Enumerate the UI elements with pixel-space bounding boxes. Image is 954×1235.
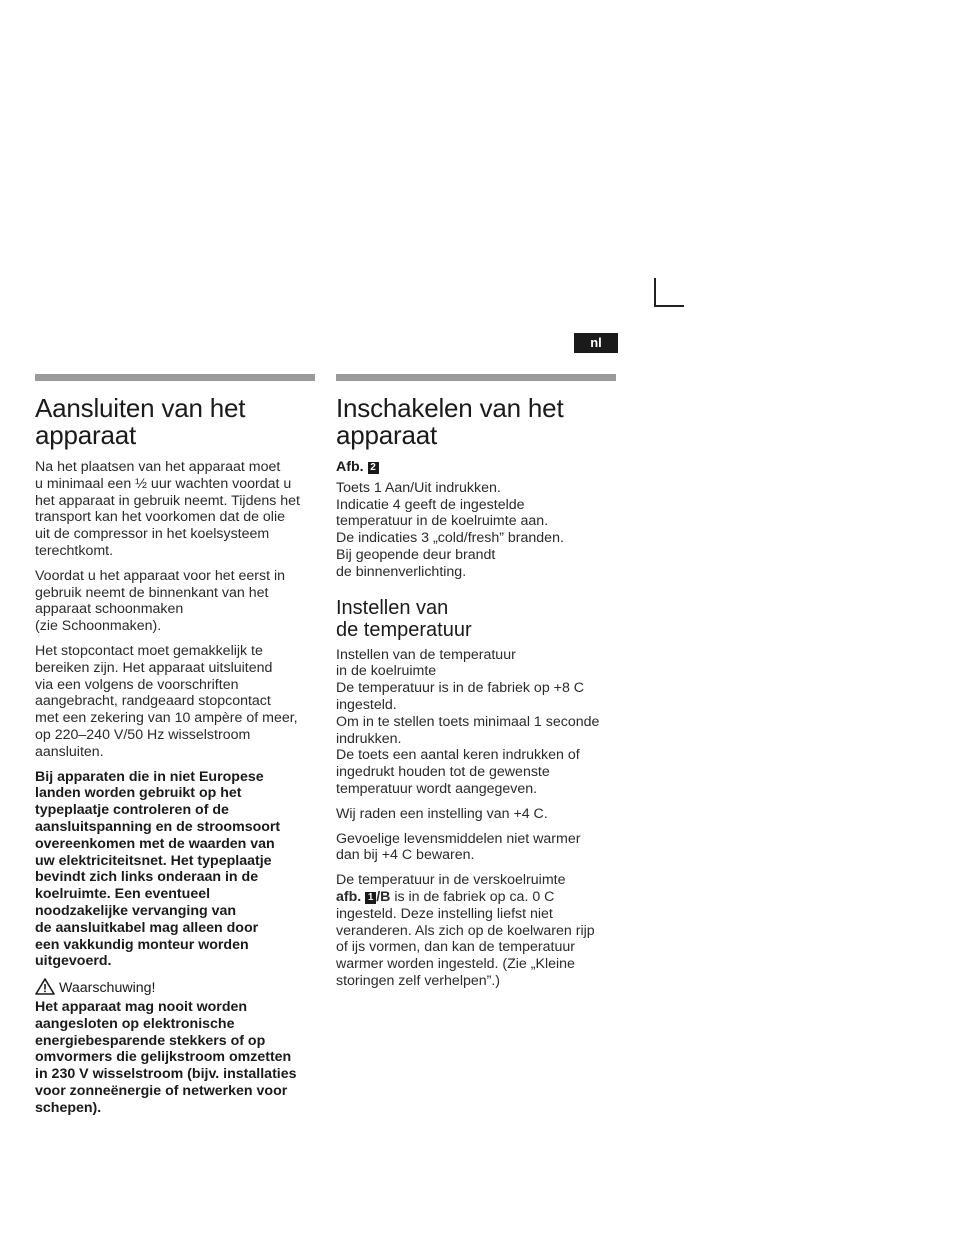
text-line: terechtkomt. — [35, 542, 114, 559]
paragraph-sensitive-food — [336, 831, 618, 865]
text-line: temperatuur wordt aangegeven. — [336, 780, 538, 797]
text-line: landen worden gebruikt op het — [35, 785, 242, 802]
text-line: aansluitspanning en de stroomsoort — [35, 818, 281, 835]
text-line: De indicaties 3 „cold/fresh” branden. — [336, 530, 564, 547]
text-line: een vakkundig monteur worden — [35, 936, 249, 953]
text-line: apparaat schoonmaken — [35, 601, 184, 618]
text-line: Om in te stellen toets minimaal 1 seconde — [336, 713, 600, 730]
text-line: dan bij +4 C bewaren. — [336, 847, 475, 864]
text-line: warmer worden ingesteld. (Zie „Kleine — [336, 956, 575, 973]
text-line: schepen). — [35, 1099, 102, 1116]
paragraph-set-temperature — [336, 647, 618, 798]
text-line: noodzakelijke vervanging van — [35, 902, 237, 919]
figure-number-badge: 1 — [365, 892, 376, 904]
section-title-switch-on — [336, 395, 618, 449]
text-line: temperatuur in de koelruimte aan. — [336, 513, 549, 530]
text-line: in de koelruimte — [336, 663, 437, 680]
text-line: het apparaat in gebruik neemt. Tijdens het — [35, 492, 301, 509]
right-column — [336, 374, 618, 998]
text-line: bereiken zijn. Het apparaat uitsluitend — [35, 659, 273, 676]
text-line: ingesteld. Deze instelling liefst niet — [336, 905, 553, 922]
text-line: de binnenverlichting. — [336, 563, 467, 580]
warning-heading — [35, 978, 319, 997]
subtitle-line: Instellen van — [336, 596, 449, 619]
paragraph-socket — [35, 643, 319, 761]
text-line: ingedrukt houden tot de gewenste — [336, 764, 550, 781]
text-line: of ijs vormen, dan kan de temperatuur — [336, 939, 575, 956]
text-line: Het stopcontact moet gemakkelijk te — [35, 642, 263, 659]
text-line: bevindt zich links onderaan in de — [35, 869, 259, 886]
warning-label: Waarschuwing! — [59, 980, 156, 997]
text-fragment: is in de fabriek op ca. 0 C — [390, 888, 555, 905]
text-line: veranderen. Als zich op de koelwaren rijp — [336, 922, 595, 939]
text-line — [336, 889, 618, 906]
section-rule — [336, 374, 616, 381]
text-line: Gevoelige levensmiddelen niet warmer — [336, 830, 581, 847]
section-title-connect — [35, 395, 319, 449]
text-line: transport kan het voorkomen dat de olie — [35, 509, 286, 526]
text-line: uitgevoerd. — [35, 953, 112, 970]
text-line: ingesteld. — [336, 696, 397, 713]
text-line: gebruik neemt de binnenkant van het — [35, 584, 269, 601]
text-line: (zie Schoonmaken). — [35, 618, 162, 635]
section-rule — [35, 374, 315, 381]
crop-mark-vertical — [654, 278, 656, 306]
paragraph-warning — [35, 999, 319, 1117]
paragraph-wait — [35, 459, 319, 560]
paragraph-switch-on — [336, 480, 618, 581]
subtitle-line: de temperatuur — [336, 618, 472, 641]
text-line: u minimaal een ½ uur wachten voordat u — [35, 475, 292, 492]
text-line: Indicatie 4 geeft de ingestelde — [336, 496, 525, 513]
text-line: op 220–240 V/50 Hz wisselstroom — [35, 726, 251, 743]
text-line: Het apparaat mag nooit worden — [35, 998, 248, 1015]
text-line: de aansluitkabel mag alleen door — [35, 919, 259, 936]
text-line: via een volgens de voorschriften — [35, 676, 239, 693]
text-line: aangesloten op elektronische — [35, 1015, 235, 1032]
text-line: overeenkomen met de waarden van — [35, 835, 275, 852]
text-line: omvormers die gelijkstroom omzetten — [35, 1049, 292, 1066]
text-line: aangebracht, randgeaard stopcontact — [35, 693, 271, 710]
text-line: typeplaatje controleren of de — [35, 802, 229, 819]
figure-suffix: /B — [376, 888, 391, 905]
text-line: energiebesparende stekkers of op — [35, 1032, 266, 1049]
paragraph-clean — [35, 568, 319, 635]
title-line: apparaat — [35, 420, 137, 450]
text-line: De toets een aantal keren indrukken of — [336, 747, 580, 764]
subsection-title-temperature — [336, 597, 618, 641]
text-line: Wij raden een instelling van +4 C. — [336, 805, 548, 822]
text-lines — [336, 906, 618, 990]
text-line: Na het plaatsen van het apparaat moet — [35, 459, 281, 475]
text-line: De temperatuur is in de fabriek op +8 C — [336, 680, 585, 697]
language-tab: nl — [574, 333, 618, 353]
text-line: Instellen van de temperatuur — [336, 646, 516, 663]
title-line: Aansluiten van het — [35, 393, 246, 423]
figure-reference — [336, 459, 618, 476]
paragraph-nameplate — [35, 769, 319, 971]
text-line: indrukken. — [336, 730, 402, 747]
text-line: Toets 1 Aan/Uit indrukken. — [336, 479, 501, 496]
text-line: voor zonneënergie of netwerken voor — [35, 1082, 288, 1099]
title-line: Inschakelen van het — [336, 393, 564, 423]
text-line: met een zekering van 10 ampère of meer, — [35, 710, 298, 727]
text-line: Bij geopende deur brandt — [336, 546, 496, 563]
text-line: koelruimte. Een eventueel — [35, 886, 211, 903]
text-line: Voordat u het apparaat voor het eerst in — [35, 567, 286, 584]
crop-mark-horizontal — [654, 305, 684, 307]
text-line: storingen zelf verhelpen”.) — [336, 972, 501, 989]
figure-label: Afb. — [336, 459, 364, 475]
text-line: uit de compressor in het koelsysteem — [35, 526, 270, 543]
paragraph-fresh-compartment — [336, 872, 618, 990]
warning-icon — [35, 978, 55, 995]
text-line: aansluiten. — [35, 743, 104, 760]
text-line: De temperatuur in de verskoelruimte — [336, 872, 566, 889]
paragraph-recommend — [336, 806, 618, 823]
text-line: in 230 V wisselstroom (bijv. installaties — [35, 1066, 297, 1083]
title-line: apparaat — [336, 420, 438, 450]
left-column — [35, 374, 319, 1124]
figure-label: afb. — [336, 888, 362, 905]
text-line: Bij apparaten die in niet Europese — [35, 768, 264, 785]
text-line: uw elektriciteitsnet. Het typeplaatje — [35, 852, 272, 869]
figure-number-badge: 2 — [368, 462, 379, 474]
